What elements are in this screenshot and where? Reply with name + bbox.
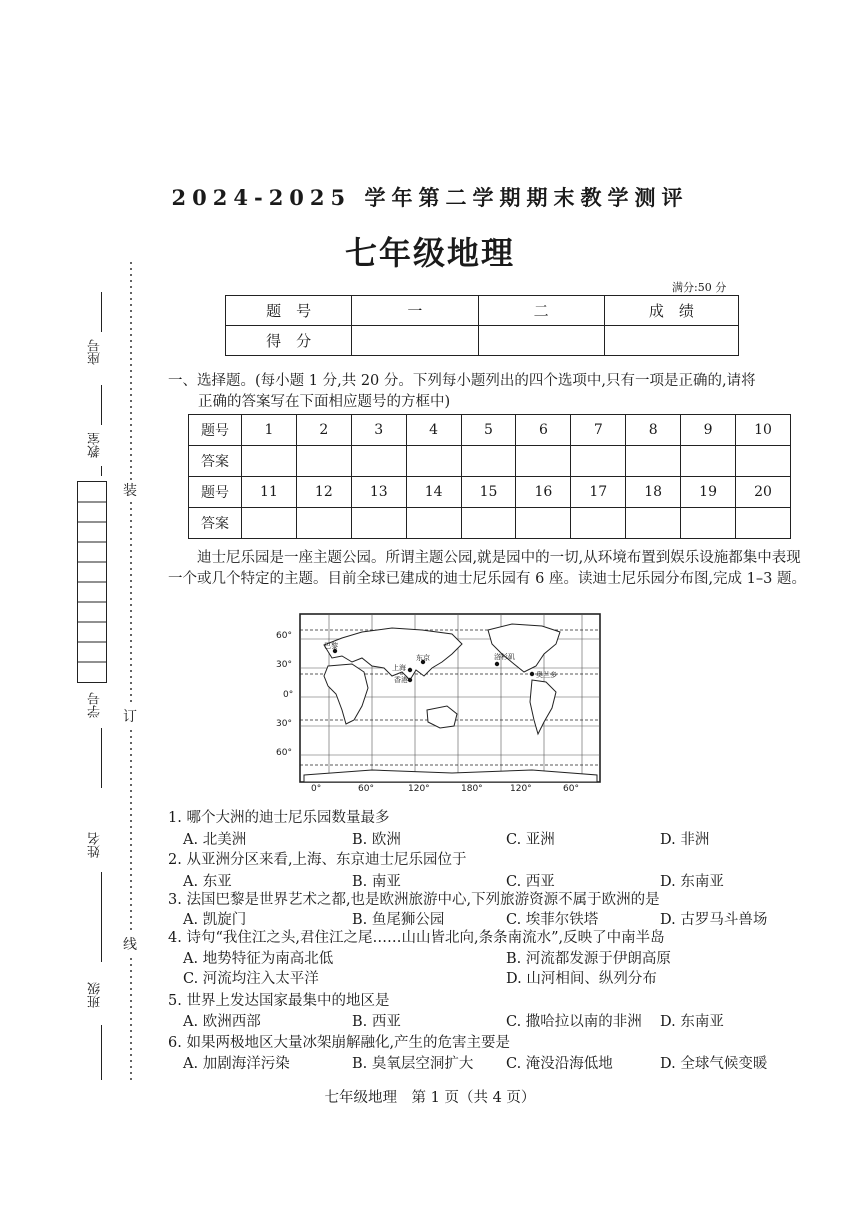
binding-zhuang: 装 <box>123 480 137 500</box>
binding-fill-line-name <box>101 872 102 962</box>
qno-cell: 19 <box>681 477 736 508</box>
score-header-qno: 题 号 <box>226 296 352 326</box>
binding-dotted-line <box>128 262 134 1082</box>
qno-cell: 14 <box>406 477 461 508</box>
qno-cell: 3 <box>351 415 406 446</box>
q6-option-a[interactable]: A. 加剧海洋污染 <box>183 1056 290 1072</box>
answer-cell[interactable] <box>736 508 791 539</box>
score-header-part1: 一 <box>352 296 478 326</box>
qno-cell: 15 <box>461 477 516 508</box>
q2-option-b[interactable]: B. 南亚 <box>352 874 401 890</box>
score-header-part2: 二 <box>478 296 604 326</box>
q4-option-d[interactable]: D. 山河相间、纵列分布 <box>506 971 657 987</box>
lat-label-60s: 60° <box>276 748 292 758</box>
classroom-label: 教室 <box>88 432 103 458</box>
q6-option-b[interactable]: B. 臭氧层空洞扩大 <box>352 1056 474 1072</box>
answer-table-qno-label: 题号 <box>189 477 242 508</box>
reading-passage: 迪士尼乐园是一座主题公园。所谓主题公园,就是园中的一切,从环境布置到娱乐设施都集中表现一个或几个特定的主题。目前全球已建成的迪士尼乐园有 6 座。读迪士尼乐园分布图,完成 1–3 题。 <box>168 550 806 587</box>
answer-cell[interactable] <box>351 446 406 477</box>
q3-option-c[interactable]: C. 埃菲尔铁塔 <box>506 912 599 928</box>
q1-option-b[interactable]: B. 欧洲 <box>352 832 401 848</box>
answer-cell[interactable] <box>296 446 351 477</box>
q6-option-c[interactable]: C. 淹没沿海低地 <box>506 1056 613 1072</box>
binding-fill-line-classroom-2 <box>101 466 102 476</box>
full-score: 满分:50 分 <box>672 281 727 294</box>
page-footer: 七年级地理 第 1 页（共 4 页） <box>324 1090 536 1106</box>
question-5: 5. 世界上发达国家最集中的地区是 <box>168 993 390 1009</box>
label-losangeles: 洛杉矶 <box>494 653 515 661</box>
q3-option-a[interactable]: A. 凯旋门 <box>183 912 247 928</box>
marker-orlando <box>530 672 534 676</box>
answer-cell[interactable] <box>242 446 297 477</box>
class-label: 班级 <box>88 982 103 1008</box>
binding-ding: 订 <box>123 706 137 726</box>
q5-option-a[interactable]: A. 欧洲西部 <box>183 1014 261 1030</box>
q1-option-d[interactable]: D. 非洲 <box>660 832 710 848</box>
score-cell-part1[interactable] <box>352 326 478 356</box>
student-number-boxes[interactable] <box>77 481 107 683</box>
binding-fill-line-seat <box>101 292 102 332</box>
q1-option-a[interactable]: A. 北美洲 <box>183 832 247 848</box>
lon-label-60w: 60° <box>563 784 579 794</box>
score-table <box>225 295 739 356</box>
qno-cell: 7 <box>571 415 626 446</box>
answer-cell[interactable] <box>296 508 351 539</box>
qno-cell: 20 <box>736 477 791 508</box>
name-label: 姓名 <box>88 832 103 858</box>
section-intro <box>168 371 808 413</box>
qno-cell: 9 <box>681 415 736 446</box>
question-6: 6. 如果两极地区大量冰架崩解融化,产生的危害主要是 <box>168 1035 511 1051</box>
q4-option-c[interactable]: C. 河流均注入太平洋 <box>183 971 319 987</box>
marker-losangeles <box>495 662 499 666</box>
answer-table <box>188 414 791 539</box>
answer-cell[interactable] <box>461 446 516 477</box>
answer-table-answer-label: 答案 <box>189 508 242 539</box>
score-cell-total[interactable] <box>604 326 738 356</box>
answer-cell[interactable] <box>626 508 681 539</box>
qno-cell: 11 <box>242 477 297 508</box>
answer-cell[interactable] <box>626 446 681 477</box>
exam-title: 2024-2025 学年第二学期期末教学测评 <box>171 185 689 210</box>
q5-option-b[interactable]: B. 西亚 <box>352 1014 401 1030</box>
lat-label-30n: 30° <box>276 660 292 670</box>
label-hongkong: 香港 <box>394 676 408 684</box>
lat-label-30s: 30° <box>276 719 292 729</box>
question-2: 2. 从亚洲分区来看,上海、东京迪士尼乐园位于 <box>168 852 467 868</box>
seat-label: 座号 <box>88 339 103 365</box>
binding-xian: 线 <box>123 934 137 954</box>
label-paris: 巴黎 <box>324 642 338 650</box>
subject-title: 七年级地理 <box>344 234 515 272</box>
question-4: 4. 诗句“我住江之头,君住江之尾……山山皆北向,条条南流水”,反映了中南半岛 <box>168 930 665 946</box>
qno-cell: 10 <box>736 415 791 446</box>
qno-cell: 2 <box>296 415 351 446</box>
q2-option-c[interactable]: C. 西亚 <box>506 874 555 890</box>
question-3: 3. 法国巴黎是世界艺术之都,也是欧洲旅游中心,下列旅游资源不属于欧洲的是 <box>168 892 660 908</box>
q4-option-b[interactable]: B. 河流都发源于伊朗高原 <box>506 951 671 967</box>
answer-cell[interactable] <box>516 508 571 539</box>
q3-option-d[interactable]: D. 古罗马斗兽场 <box>660 912 768 928</box>
label-tokyo: 东京 <box>416 654 430 662</box>
qno-cell: 6 <box>516 415 571 446</box>
qno-cell: 18 <box>626 477 681 508</box>
q2-option-d[interactable]: D. 东南亚 <box>660 874 724 890</box>
q5-option-d[interactable]: D. 东南亚 <box>660 1014 724 1030</box>
binding-fill-line-student <box>101 728 102 788</box>
answer-table-qno-label: 题号 <box>189 415 242 446</box>
answer-cell[interactable] <box>681 446 736 477</box>
answer-cell[interactable] <box>351 508 406 539</box>
qno-cell: 16 <box>516 477 571 508</box>
answer-cell[interactable] <box>406 446 461 477</box>
qno-cell: 17 <box>571 477 626 508</box>
binding-fill-line-classroom <box>101 385 102 425</box>
section-intro-line2: 正确的答案写在下面相应题号的方框中) <box>198 394 451 410</box>
answer-cell[interactable] <box>242 508 297 539</box>
q3-option-b[interactable]: B. 鱼尾狮公园 <box>352 912 445 928</box>
lon-label-180: 180° <box>461 784 483 794</box>
student-no-label: 学号 <box>88 692 103 718</box>
label-orlando: 奥兰多 <box>536 671 557 679</box>
qno-cell: 4 <box>406 415 461 446</box>
score-cell-part2[interactable] <box>478 326 604 356</box>
section-intro-line1: 一、选择题。(每小题 1 分,共 20 分。下列每小题列出的四个选项中,只有一项是正确的,请将 <box>168 373 756 389</box>
answer-cell[interactable] <box>571 446 626 477</box>
answer-cell[interactable] <box>461 508 516 539</box>
lat-label-60n: 60° <box>276 631 292 641</box>
q5-option-c[interactable]: C. 撒哈拉以南的非洲 <box>506 1014 642 1030</box>
score-header-total: 成 绩 <box>604 296 738 326</box>
qno-cell: 12 <box>296 477 351 508</box>
answer-cell[interactable] <box>516 446 571 477</box>
qno-cell: 5 <box>461 415 516 446</box>
qno-cell: 8 <box>626 415 681 446</box>
answer-cell[interactable] <box>406 508 461 539</box>
marker-shanghai <box>408 668 412 672</box>
binding-fill-line-class <box>101 1025 102 1080</box>
answer-table-answer-label: 答案 <box>189 446 242 477</box>
qno-cell: 1 <box>242 415 297 446</box>
q2-option-a[interactable]: A. 东亚 <box>183 874 232 890</box>
label-shanghai: 上海 <box>392 664 406 672</box>
score-row-label: 得 分 <box>226 326 352 356</box>
lat-label-0: 0° <box>283 690 294 700</box>
disney-world-map <box>292 610 604 798</box>
lon-label-0: 0° <box>311 784 322 794</box>
qno-cell: 13 <box>351 477 406 508</box>
q4-option-a[interactable]: A. 地势特征为南高北低 <box>183 951 334 967</box>
marker-hongkong <box>408 678 412 682</box>
lon-label-120w: 120° <box>510 784 532 794</box>
lon-label-120e: 120° <box>408 784 430 794</box>
answer-cell[interactable] <box>681 508 736 539</box>
q6-option-d[interactable]: D. 全球气候变暖 <box>660 1056 768 1072</box>
answer-cell[interactable] <box>571 508 626 539</box>
answer-cell[interactable] <box>736 446 791 477</box>
q1-option-c[interactable]: C. 亚洲 <box>506 832 555 848</box>
lon-label-60e: 60° <box>358 784 374 794</box>
question-1: 1. 哪个大洲的迪士尼乐园数量最多 <box>168 810 390 826</box>
